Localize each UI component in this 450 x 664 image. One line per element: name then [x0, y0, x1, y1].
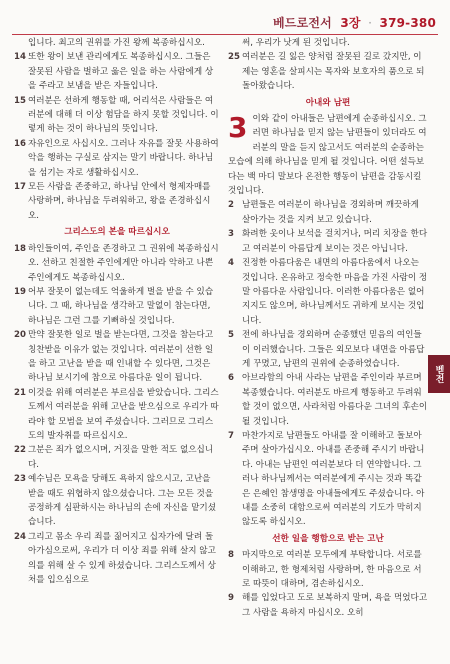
- verse-text: 남편들은 여러분이 하나님을 경외하며 깨끗하게 살아가는 것을 지켜 보고 있습니다.: [242, 200, 419, 225]
- verse-text: 화려한 옷이나 보석을 걸치거나, 머리 치장을 한다고 여러분이 아름답게 보이는 것은 아닙니다.: [242, 229, 428, 254]
- book-title: 베드로전서: [273, 16, 332, 30]
- verse: [14, 386, 220, 444]
- chapter-number: 3: [228, 111, 248, 145]
- verse: [228, 198, 428, 227]
- verse-number: 3: [228, 229, 234, 240]
- section-heading: 아내와 남편: [305, 97, 351, 108]
- verse-text: 해를 입었다고 도로 보복하지 말며, 욕을 먹었다고 그 사람을 욕하지 마십시오. 오히: [242, 593, 428, 618]
- section-heading: 그리스도의 본을 따르십시오: [64, 227, 170, 238]
- page-numbers: 379-380: [379, 16, 436, 30]
- verse-text: 자유인으로 사십시오. 그러나 자유를 잘못 사용하여 악을 행하는 구실로 삼지는 말기 바랍니다. 하나님을 섬기는 자로 생활하십시오.: [28, 138, 219, 178]
- verse-number: 2: [228, 200, 234, 211]
- verse-number: 9: [228, 593, 234, 604]
- verse: [14, 50, 220, 93]
- verse: [228, 371, 428, 429]
- verse-text: 마지막으로 여러분 모두에게 부탁합니다. 서로를 이해하고, 한 형제처럼 사랑하며, 한 마음으로 서로 따뜻이 대하며, 겸손하십시오.: [242, 550, 422, 590]
- verse-number: 19: [14, 286, 26, 297]
- chapter-opening: [228, 112, 428, 198]
- verse: [228, 256, 428, 328]
- verse-number: 20: [14, 330, 26, 341]
- verse-number: 14: [14, 52, 26, 63]
- section-heading: 선한 일을 행함으로 받는 고난: [272, 533, 384, 544]
- verse-number: 4: [228, 258, 234, 269]
- verse-text: 아브라함의 아내 사라는 남편을 주인이라 부르며 복종했습니다. 여러분도 바르게 행동하고 두려워할 것이 없으면, 사라처럼 아름다운 그녀의 후손이 될 것입니다.: [242, 373, 428, 427]
- verse-number: 7: [228, 430, 234, 441]
- book-side-tab[interactable]: 벧전: [428, 355, 450, 393]
- verse-number: 18: [14, 243, 26, 254]
- verse-text: 만약 잘못한 일로 벌을 받는다면, 그것을 참는다고 칭찬받을 이유가 없는 것입니다. 여러분이 선한 일을 하고 고난을 받을 때 인내할 수 있다면, 그것은 하나님 보시기에 참으로 아름다운 일이 됩니다.: [28, 330, 214, 384]
- verse: [14, 443, 220, 472]
- verse-text: 모든 사람을 존중하고, 하나님 안에서 형제자매를 사랑하며, 하나님을 두려워하고, 왕을 존경하십시오.: [28, 182, 211, 221]
- verse: [14, 328, 220, 386]
- header-separator: ·: [368, 16, 373, 30]
- verse-text: 어부 잘못이 없는데도 억울하게 벌을 받을 수 있습니다. 그 때, 하나님을 생각하고 말없이 참는다면, 하나님은 그런 그를 기뻐하실 것입니다.: [28, 286, 214, 326]
- header-rule: [12, 34, 438, 35]
- verse: [14, 530, 220, 588]
- verse: [14, 472, 220, 530]
- verse-text: 이것을 위해 여러분은 부르심을 받았습니다. 그리스도께서 여러분을 위해 고난을 받으심으로 우리가 따라야 할 모범을 보여 주셨습니다. 그러므로 그리스도의 발자취를 따르십시오.: [28, 387, 219, 441]
- verse-number: 22: [14, 445, 26, 456]
- verse-text: 여러분은 길 잃은 양처럼 잘못된 길로 갔지만, 이제는 영혼을 살피시는 목자와 보호자의 품으로 되돌아왔습니다.: [242, 52, 425, 92]
- verse-number: 25: [228, 52, 240, 63]
- verse: [228, 548, 428, 591]
- verse: [228, 328, 428, 371]
- verse-text: 진정한 아름다움은 내면의 아름다움에서 나오는 것입니다. 온유하고 정숙한 마음을 가진 사람이 정말 아름다운 사람입니다. 이러한 아름다움은 없어지지도 않으며, 하나님께서도 귀하게 보시는 것입니다.: [242, 258, 428, 326]
- verse-number: 23: [14, 474, 26, 485]
- page-header: [273, 14, 436, 31]
- verse: [228, 591, 428, 620]
- verse-text: 이와 같이 아내들은 남편에게 순종하십시오. 그러면 하나님을 믿지 않는 남편들이 있더라도 여러분의 말을 듣지 않고서도 여러분의 순종하는 모습에 의해 하나님을 믿게 될 것입니다. 어떤 설득보다는 백 마디 말보다 온전한 행동이 남편을 감동시킬 것입니다.: [228, 114, 427, 197]
- verse-number: 17: [14, 182, 26, 193]
- verse-number: 21: [14, 387, 26, 398]
- verse-number: 15: [14, 95, 26, 106]
- verse-number: 6: [228, 373, 234, 384]
- verse-number: 8: [228, 550, 234, 561]
- continued-text: 입니다. 최고의 권위를 가진 왕께 복종하십시오.: [28, 38, 205, 48]
- verse: [14, 180, 220, 223]
- chapter-label: 3장: [340, 16, 361, 30]
- verse: [14, 285, 220, 328]
- verse: [14, 242, 220, 285]
- right-column: [228, 36, 428, 664]
- verse: [14, 137, 220, 180]
- verse-text: 또한 왕이 보낸 관리에게도 복종하십시오. 그들은 잘못된 사람을 벌하고 옳은 일을 하는 사람에게 상을 주라고 보냄을 받은 자들입니다.: [28, 52, 214, 92]
- verse-text: 여러분은 선하게 행동할 때, 어리석은 사람들은 여러분에 대해 더 이상 험담을 하지 못할 것입니다. 이렇게 하는 것이 하나님의 뜻입니다.: [28, 95, 219, 135]
- verse-number: 16: [14, 138, 26, 149]
- verse: [228, 50, 428, 93]
- left-column: [14, 36, 220, 664]
- verse: [14, 94, 220, 137]
- verse-text: 그분은 죄가 없으시며, 거짓을 말한 적도 없으십니다.: [28, 445, 214, 470]
- verse-text: 하인들이여, 주인을 존경하고 그 권위에 복종하십시오. 선하고 친절한 주인에게만 아니라 악하고 나쁜 주인에게도 복종하십시오.: [28, 243, 219, 283]
- verse: [228, 227, 428, 256]
- verse-text: 예수님은 모욕을 당해도 욕하지 않으시고, 고난을 받을 때도 위협하지 않으셨습니다. 그는 모든 것을 공정하게 심판하시는 하나님의 손에 자신을 맡기셨습니다.: [28, 474, 216, 528]
- continued-text: 써, 우리가 낫게 된 것입니다.: [242, 38, 350, 48]
- verse-number: 5: [228, 330, 234, 341]
- verse-text: 전에 하나님을 경외하며 순종했던 믿음의 여인들이 이러했습니다. 그들은 외모보다 내면을 아름답게 꾸몄고, 남편의 권위에 순종하였습니다.: [242, 330, 425, 369]
- verse-text: 그리고 몸소 우리 죄를 짊어지고 십자가에 달려 돌아가심으로써, 우리가 더 이상 죄를 위해 살지 않고 의를 위해 살 수 있게 하셨습니다. 그리스도께서 상처를 입으심으로: [28, 531, 216, 586]
- verse-number: 24: [14, 531, 26, 542]
- verse-text: 마찬가지로 남편들도 아내를 잘 이해하고 돌보아 주며 살아가십시오. 아내를 존중해 주시기 바랍니다. 아내는 남편인 여러분보다 더 연약합니다. 그러나 하나님께서는 여러분에게 주시는 것과 똑같은 은혜인 참생명을 아내들에게도 주셨습니다. 아내를 소중히 대함으로써 여러분의 기도가 막히지 않도록 하십시오.: [242, 430, 425, 528]
- verse: [228, 429, 428, 530]
